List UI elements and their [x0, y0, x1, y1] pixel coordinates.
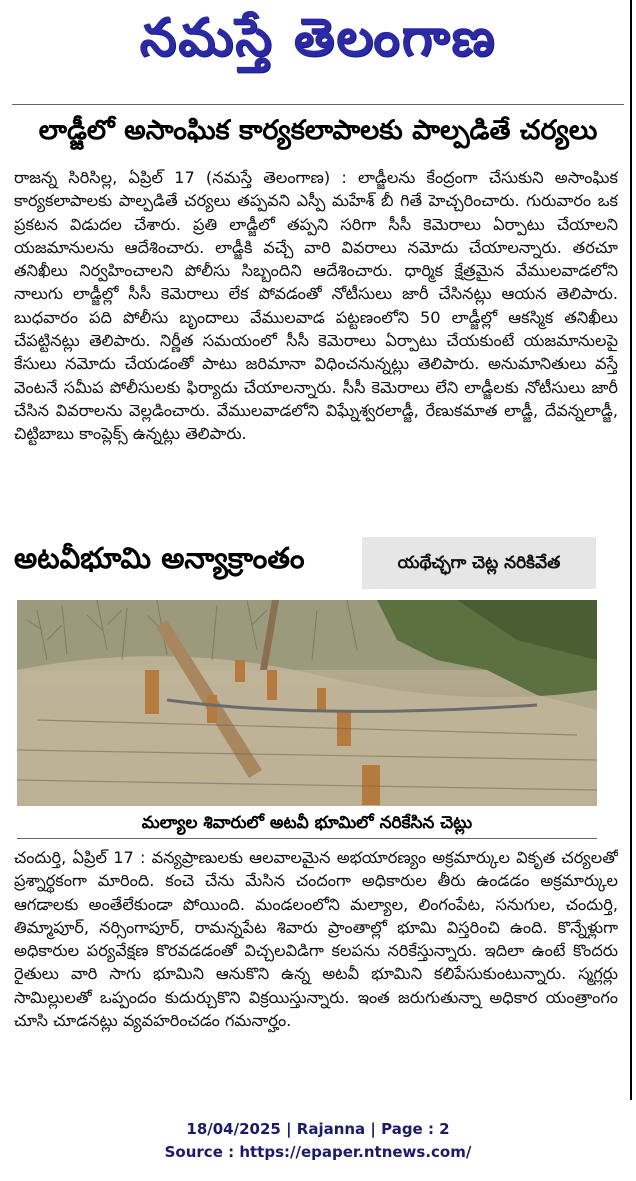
article-2-subheadline: యథేచ్ఛగా చెట్ల నరికివేత	[362, 537, 596, 589]
photo-caption: మల్యాల శివారులో అటవీ భూమిలో నరికేసిన చెట్లు	[141, 813, 473, 833]
article-2-body: చందుర్తి, ఏప్రిల్ 17 : వన్యప్రాణులకు ఆలవాలమైన అభయారణ్యం అక్రమార్కుల వికృత చర్యలతో ప్రశ్నార్థకంగా మారింది. కంచె చేను మేసిన చందంగా అధికారుల తీరు ఉండడం అక్రమార్కుల ఆగడాలకు అంతేలేకుండా పోయింది. మండలంలోని మల్యాల, లింగంపేట, సనుగుల, చందుర్తి, తిమ్మాపూర్, నర్సింగాపూర్, రామన్నపేట శివారు ప్రాంతాల్లో భూమి విస్తరించి ఉంది. కొన్నేళ్లుగా అధికారుల పర్యవేక్షణ కొరవడడంతో విచ్చలవిడిగా కలపను నరికేస్తున్నారు. ఇదిలా ఉంటే కొందరు రైతులు వారి సాగు భూమిని ఆనుకొని ఉన్న అటవీ భూమిని కలిపేసుకుంటున్నారు. స్మగ్లర్లు సామిల్లులతో ఒప్పందం కుదుర్చుకొని విక్రయిస్తున్నారు. ఇంత జరుగుతున్నా అధికార యంత్రాంగం చూసి చూడనట్లు వ్యవహరించడం గమనార్హం.	[14, 848, 618, 1031]
felled-trees-photo	[17, 600, 597, 806]
article-1-body: రాజన్న సిరిసిల్ల, ఏప్రిల్ 17 (నమస్తే తెలంగాణ) : లాడ్జీలను కేంద్రంగా చేసుకుని అసాంఘిక కార్యకలాపాలకు పాల్పడితే చర్యలు తప్పవని ఎస్పీ మహేశ్ బీ గితే హెచ్చరించారు. గురువారం ఒక ప్రకటన విడుదల చేశారు. ప్రతి లాడ్జీలో తప్పని సరిగా సీసీ కెమెరాలు ఏర్పాటు చేయాలని యజమానులను ఆదేశించారు. లాడ్జీకి వచ్చే వారి వివరాలు నమోదు చేయాలన్నారు. తరచూ తనిఖీలు నిర్వహించాలని పోలీసు సిబ్బందిని ఆదేశించారు. ధార్మిక క్షేత్రమైన వేములవాడలోని నాలుగు లాడ్జీల్లో సీసీ కెమెరాలు లేక పోవడంతో నోటీసులు జారీ చేసినట్లు ఆయన తెలిపారు. బుధవారం పది పోలీసు బృందాలు వేములవాడ పట్టణంలోని 50 లాడ్జీల్లో ఆకస్మిక తనిఖీలు చేపట్టినట్లు తెలిపారు. నిర్ణీత సమయంలో సీసీ కెమెరాలు ఏర్పాటు చేయకుంటే యజమానులపై కేసులు నమోదు చేయడంతో పాటు జరిమానా విధించనున్నట్లు తెలిపారు. అనుమానితులు వస్తే వెంటనే సమీప పోలీసులకు ఫిర్యాదు చేయాలన్నారు. సీసీ కెమెరాలు లేని లాడ్జీలకు నోటీసులు జారీ చేసిన వివరాలను వెల్లడించారు. వేములవాడలోని విఘ్నేశ్వరలాడ్జీ, రేణుకమాత లాడ్జీ, దేవన్నలాడ్జీ, చిట్టిబాబు కాంప్లెక్స్ ఉన్నట్లు తెలిపారు.	[14, 168, 618, 444]
article-2-headline: అటవీభూమి అన్యాక్రాంతం	[14, 541, 305, 575]
forest-photo-illustration	[17, 600, 597, 806]
footer-date-line: 18/04/2025 | Rajanna | Page : 2	[186, 1120, 450, 1138]
page-border	[630, 0, 632, 1100]
article-1-headline: లాడ్జీలో అసాంఘిక కార్యకలాపాలకు పాల్పడితే చర్యలు	[38, 115, 598, 146]
footer-source-line: Source : https://epaper.ntnews.com/	[164, 1143, 472, 1161]
masthead-divider	[12, 104, 624, 105]
caption-divider	[17, 838, 597, 839]
newspaper-masthead: నమస్తే తెలంగాణ	[139, 7, 497, 68]
